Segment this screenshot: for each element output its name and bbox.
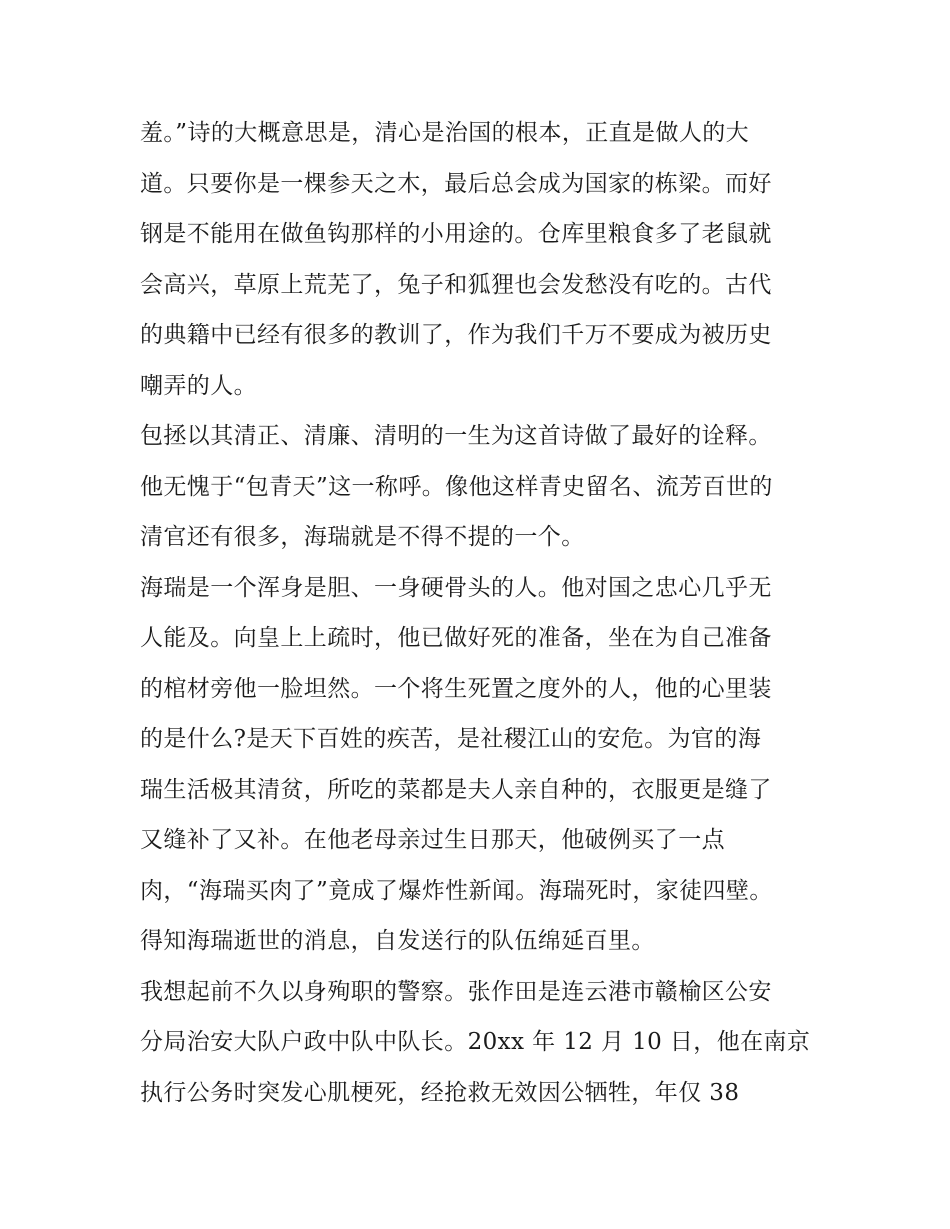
text-line: 执行公务时突发心肌梗死，经抢救无效因公牺牲，年仅 38 <box>140 1079 740 1106</box>
body-text <box>140 108 820 1118</box>
text-line: 的棺材旁他一脸坦然。一个将生死置之度外的人，他的心里装 <box>140 675 772 702</box>
text-line: 瑞生活极其清贫，所吃的菜都是夫人亲自种的，衣服更是缝了 <box>140 776 772 803</box>
text-line: 清官还有很多，海瑞就是不得不提的一个。 <box>140 524 585 550</box>
text-line: 海瑞是一个浑身是胆、一身硬骨头的人。他对国之忠心几乎无 <box>140 574 772 601</box>
text-line: 会高兴，草原上荒芜了，兔子和狐狸也会发愁没有吃的。古代 <box>140 271 772 298</box>
text-line: 他无愧于“包青天”这一称呼。像他这样青史留名、流芳百世的 <box>140 473 773 500</box>
text-line: 包拯以其清正、清廉、清明的一生为这首诗做了最好的诠释。 <box>140 423 772 449</box>
text-line: 道。只要你是一棵参天之木，最后总会成为国家的栋梁。而好 <box>140 170 772 197</box>
text-line: 得知海瑞逝世的消息，自发送行的队伍绵延百里。 <box>140 928 655 954</box>
text-line: 人能及。向皇上上疏时，他已做好死的准备，坐在为自己准备 <box>140 625 772 651</box>
text-line: 羞。”诗的大概意思是，清心是治国的根本，正直是做人的大 <box>140 120 750 146</box>
text-line: 的是什么?是天下百姓的疾苦，是社稷江山的安危。为官的海 <box>140 726 762 752</box>
text-line: 的典籍中已经有很多的教训了，作为我们千万不要成为被历史 <box>140 322 772 348</box>
text-line: 我想起前不久以身殉职的警察。张作田是连云港市赣榆区公安 <box>140 978 772 1005</box>
text-line: 嘲弄的人。 <box>140 372 257 399</box>
text-line: 又缝补了又补。在他老母亲过生日那天，他破例买了一点 <box>140 827 725 853</box>
text-line: 分局治安大队户政中队中队长。20xx 年 12 月 10 日，他在南京 <box>140 1029 811 1055</box>
text-line: 肉，“海瑞买肉了”竟成了爆炸性新闻。海瑞死时，家徒四壁。 <box>140 877 773 904</box>
text-line: 钢是不能用在做鱼钩那样的小用途的。仓库里粮食多了老鼠就 <box>140 221 772 247</box>
